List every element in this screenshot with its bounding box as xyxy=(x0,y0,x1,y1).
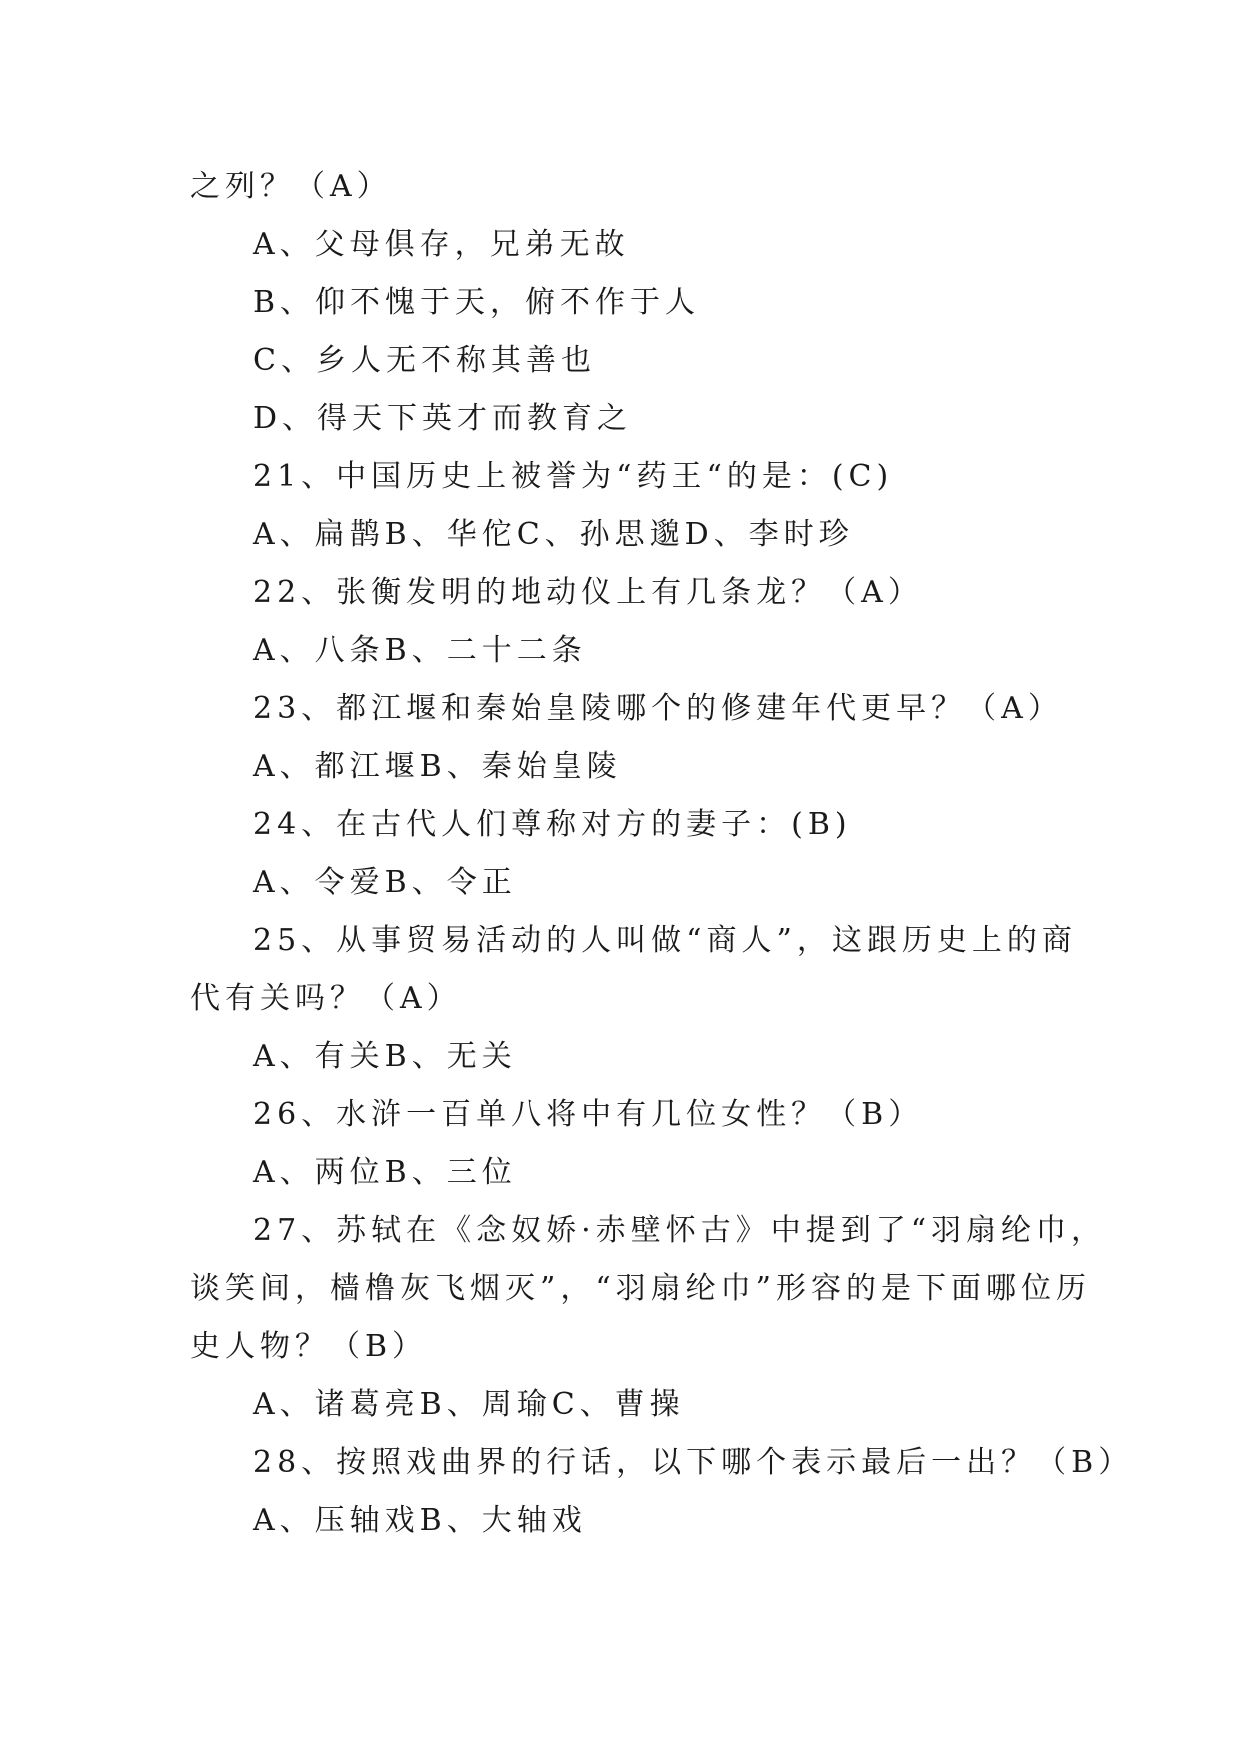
answer-option: A、扁鹊B、华佗C、孙思邈D、李时珍 xyxy=(253,517,854,552)
answer-option: A、都江堰B、秦始皇陵 xyxy=(253,749,622,784)
answer-option: A、有关B、无关 xyxy=(253,1039,517,1074)
answer-option: C、乡人无不称其善也 xyxy=(253,343,596,378)
question-26: 26、水浒一百单八将中有几位女性？（B） xyxy=(253,1097,924,1132)
question-28: 28、按照戏曲界的行话，以下哪个表示最后一出？（B） xyxy=(253,1445,1134,1480)
question-continuation: 之列？（A） xyxy=(190,169,392,204)
question-continuation: 史人物？（B） xyxy=(190,1329,428,1364)
question-23: 23、都江堰和秦始皇陵哪个的修建年代更早？（A） xyxy=(253,691,1063,726)
quiz-text-body xyxy=(190,158,1134,1550)
answer-option: A、令爱B、令正 xyxy=(253,865,517,900)
question-22: 22、张衡发明的地动仪上有几条龙？（A） xyxy=(253,575,923,610)
answer-option: A、诸葛亮B、周瑜C、曹操 xyxy=(253,1387,685,1422)
question-27: 27、苏轼在《念奴娇·赤壁怀古》中提到了“羽扇纶巾， xyxy=(253,1213,1107,1248)
answer-option: B、仰不愧于天，俯不作于人 xyxy=(253,285,701,320)
question-21: 21、中国历史上被誉为“药王“的是：(C) xyxy=(253,459,894,494)
answer-option: A、父母俱存，兄弟无故 xyxy=(253,227,630,262)
question-24: 24、在古代人们尊称对方的妻子：(B) xyxy=(253,807,852,842)
answer-option: A、两位B、三位 xyxy=(253,1155,517,1190)
question-continuation: 代有关吗？（A） xyxy=(190,981,462,1016)
answer-option: D、得天下英才而教育之 xyxy=(253,401,633,436)
answer-option: A、压轴戏B、大轴戏 xyxy=(253,1503,587,1538)
answer-option: A、八条B、二十二条 xyxy=(253,633,587,668)
question-25: 25、从事贸易活动的人叫做“商人”，这跟历史上的商 xyxy=(253,923,1077,958)
question-continuation: 谈笑间，樯橹灰飞烟灭”，“羽扇纶巾”形容的是下面哪位历 xyxy=(190,1271,1092,1306)
